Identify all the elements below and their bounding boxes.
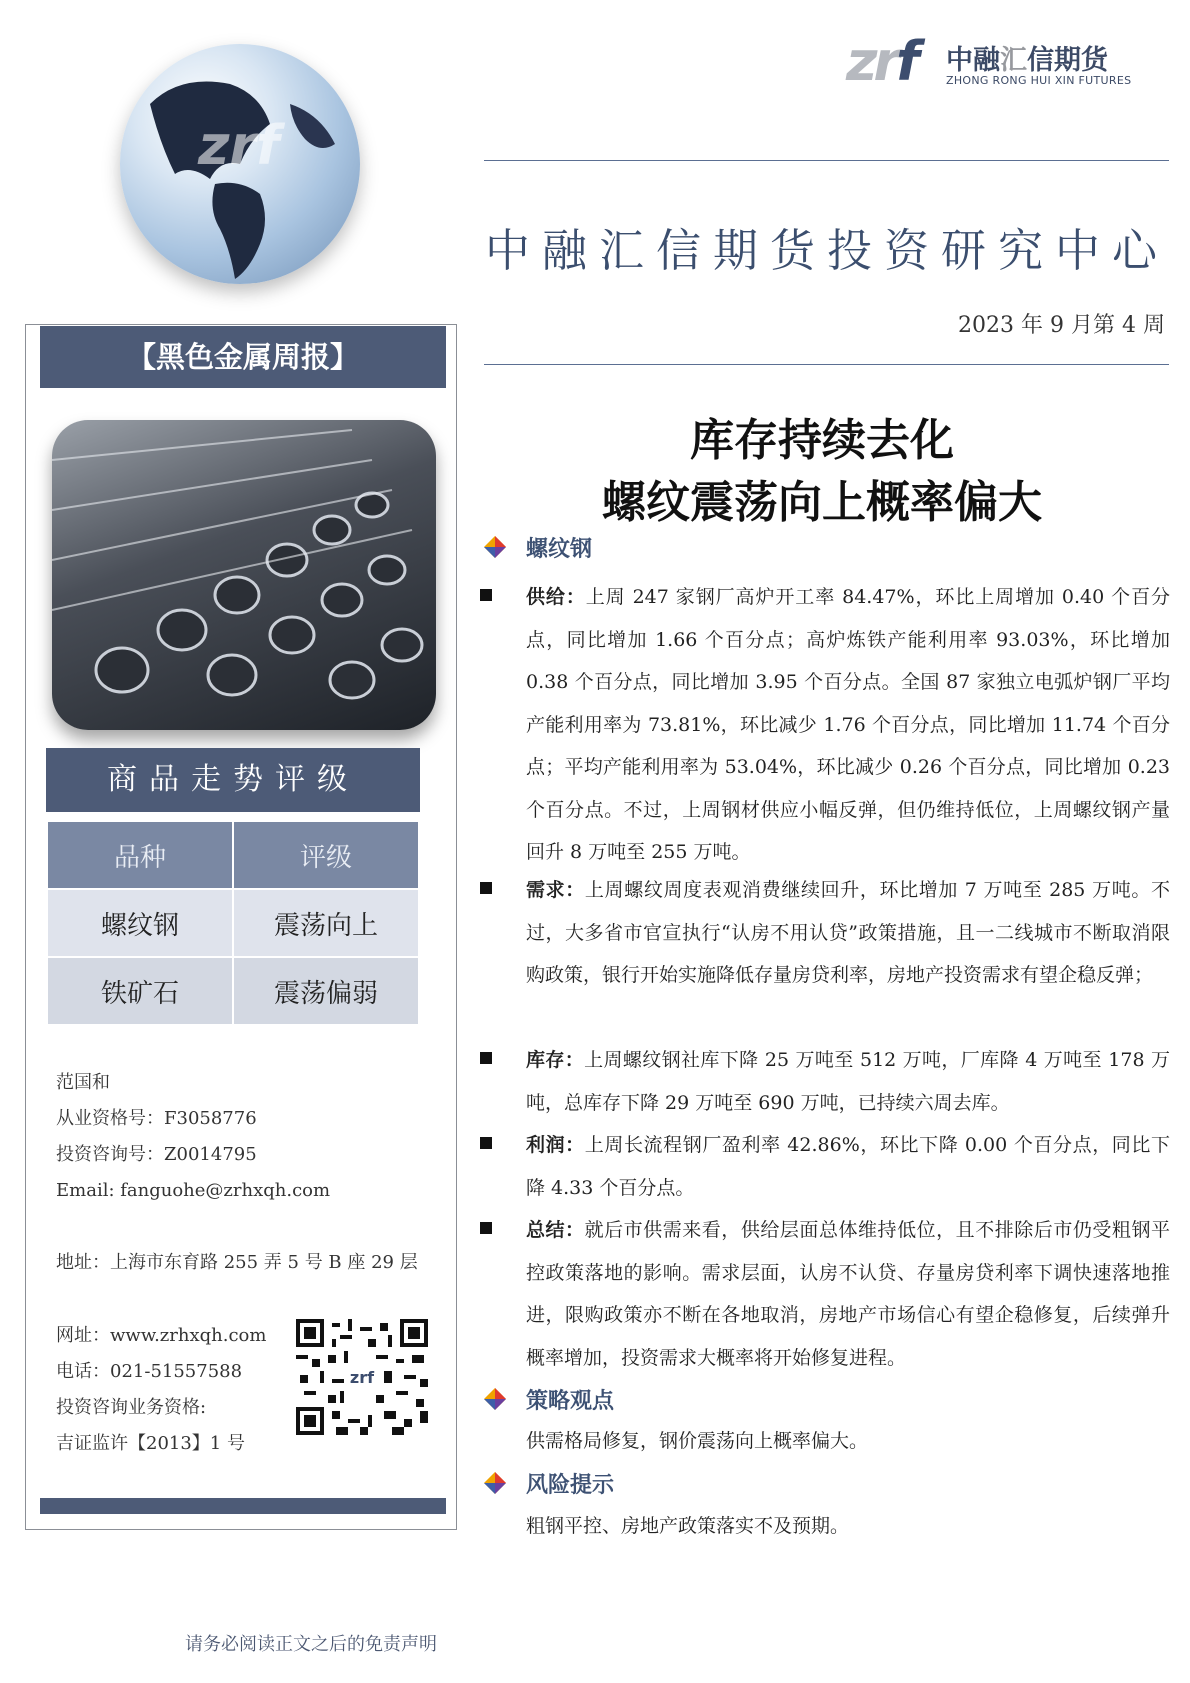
company-phone: 电话：021-51557588 — [56, 1361, 243, 1382]
item-summary — [480, 1209, 1170, 1379]
item-text: 上周螺纹钢社库下降 25 万吨至 512 万吨，厂库降 4 万吨至 178 万吨，总库存下降 29 万吨至 690 万吨，已持续六周去库。 — [526, 1049, 1170, 1114]
item-text: 上周长流程钢厂盈利率 42.86%，环比下降 0.00 个百分点，同比下降 4.33 个百分点。 — [526, 1134, 1170, 1199]
top-divider — [484, 160, 1169, 161]
company-website[interactable]: 网址：www.zrhxqh.com — [56, 1325, 267, 1346]
globe-image — [120, 44, 360, 284]
analyst-consult-number: 投资咨询号：Z0014795 — [56, 1144, 257, 1165]
headline-line2: 螺纹震荡向上概率偏大 — [602, 477, 1042, 528]
square-bullet-icon — [480, 1137, 492, 1149]
license-number: 吉证监许【2013】1 号 — [56, 1433, 245, 1454]
rating-title: 商品走势评级 — [46, 748, 420, 812]
item-supply — [480, 576, 1170, 874]
item-text: 上周螺纹周度表观消费继续回升，环比增加 7 万吨至 285 万吨。不过，大多省市官宣执行“认房不用认贷”政策措施，且一二线城市不断取消限购政策，银行开始实施降低存量房贷利率，房地产投资需求有望企稳反弹； — [526, 879, 1170, 986]
headline-line1: 库存持续去化 — [690, 415, 954, 466]
disclaimer[interactable]: 请务必阅读正文之后的免责声明 — [185, 1634, 437, 1655]
analyst-qualification: 从业资格号：F3058776 — [56, 1108, 257, 1129]
item-profit — [480, 1124, 1170, 1209]
strategy-text: 供需格局修复，钢价震荡向上概率偏大。 — [526, 1430, 869, 1452]
table-row — [48, 958, 418, 1024]
company-address: 地址：上海市东育路 255 弄 5 号 B 座 29 层 — [56, 1252, 418, 1273]
report-week: 2023 年 9 月第 4 周 — [958, 313, 1165, 338]
rating-cell: 铁矿石 — [48, 958, 232, 1024]
rating-cell: 震荡偏弱 — [234, 958, 418, 1024]
item-demand — [480, 869, 1170, 997]
license-label: 投资咨询业务资格: — [56, 1397, 207, 1418]
rating-cell: 螺纹钢 — [48, 890, 232, 956]
rating-table — [46, 820, 420, 1026]
svg-text:zrf: zrf — [349, 1368, 375, 1387]
item-text: 就后市供需来看，供给层面总体维持低位，且不排除后市仍受粗钢平控政策落地的影响。需求层面，认房不认贷、存量房贷利率下调快速落地推进，限购政策亦不断在各地取消，房地产市场信心有望企稳修复，后续弹升概率增加，投资需求大概率将开始修复进程。 — [526, 1219, 1170, 1369]
item-lead: 总结： — [526, 1219, 585, 1241]
item-lead: 利润： — [526, 1134, 585, 1156]
steel-pipes-image — [52, 420, 436, 730]
section-diamond-icon — [484, 1472, 506, 1494]
item-lead: 库存： — [526, 1049, 585, 1071]
square-bullet-icon — [480, 1052, 492, 1064]
sidebar-bottom-bar — [40, 1498, 446, 1514]
brand-name-en: ZHONG RONG HUI XIN FUTURES — [946, 74, 1132, 87]
rating-cell: 震荡向上 — [234, 890, 418, 956]
square-bullet-icon — [480, 589, 492, 601]
item-lead: 需求： — [526, 879, 585, 901]
item-inventory — [480, 1039, 1170, 1124]
rating-header-variety: 品种 — [48, 822, 232, 888]
item-text: 上周 247 家钢厂高炉开工率 84.47%，环比上周增加 0.40 个百分点，同比增加 1.66 个百分点；高炉炼铁产能利用率 93.03%，环比增加 0.38 个百分点，同比增加 3.95 个百分点。全国 87 家独立电弧炉钢厂平均产能利用率为 73.81%，环比减少 1.76 个百分点，同比增加 11.74 个百分点；平均产能利用率为 53.04%，环比减少 0.26 个百分点，同比增加 0.23 个百分点。不过，上周钢材供应小幅反弹，但仍维持低位，上周螺纹钢产量回升 8 万吨至 255 万吨。 — [526, 586, 1170, 863]
analyst-contact — [56, 1065, 330, 1209]
qr-code-icon — [296, 1318, 428, 1436]
research-center-title: 中融汇信期货投资研究中心 — [485, 224, 1170, 277]
section-diamond-icon — [484, 1388, 506, 1410]
brand-name-cn: 中融汇信期货 — [946, 45, 1108, 76]
risk-text: 粗钢平控、房地产政策落实不及预期。 — [526, 1515, 850, 1537]
brand-mark: zrf — [846, 30, 916, 93]
header-divider — [484, 364, 1169, 365]
square-bullet-icon — [480, 882, 492, 894]
rating-header-grade: 评级 — [234, 822, 418, 888]
section-diamond-icon — [484, 536, 506, 558]
series-title: 【黑色金属周报】 — [40, 326, 446, 388]
globe-logo: zrf — [198, 114, 280, 177]
company-contact — [56, 1318, 266, 1462]
analyst-email[interactable]: Email: fanguohe@zrhxqh.com — [56, 1180, 331, 1201]
table-row — [48, 890, 418, 956]
analyst-name: 范国和 — [56, 1072, 110, 1093]
item-lead: 供给： — [526, 586, 586, 608]
square-bullet-icon — [480, 1222, 492, 1234]
